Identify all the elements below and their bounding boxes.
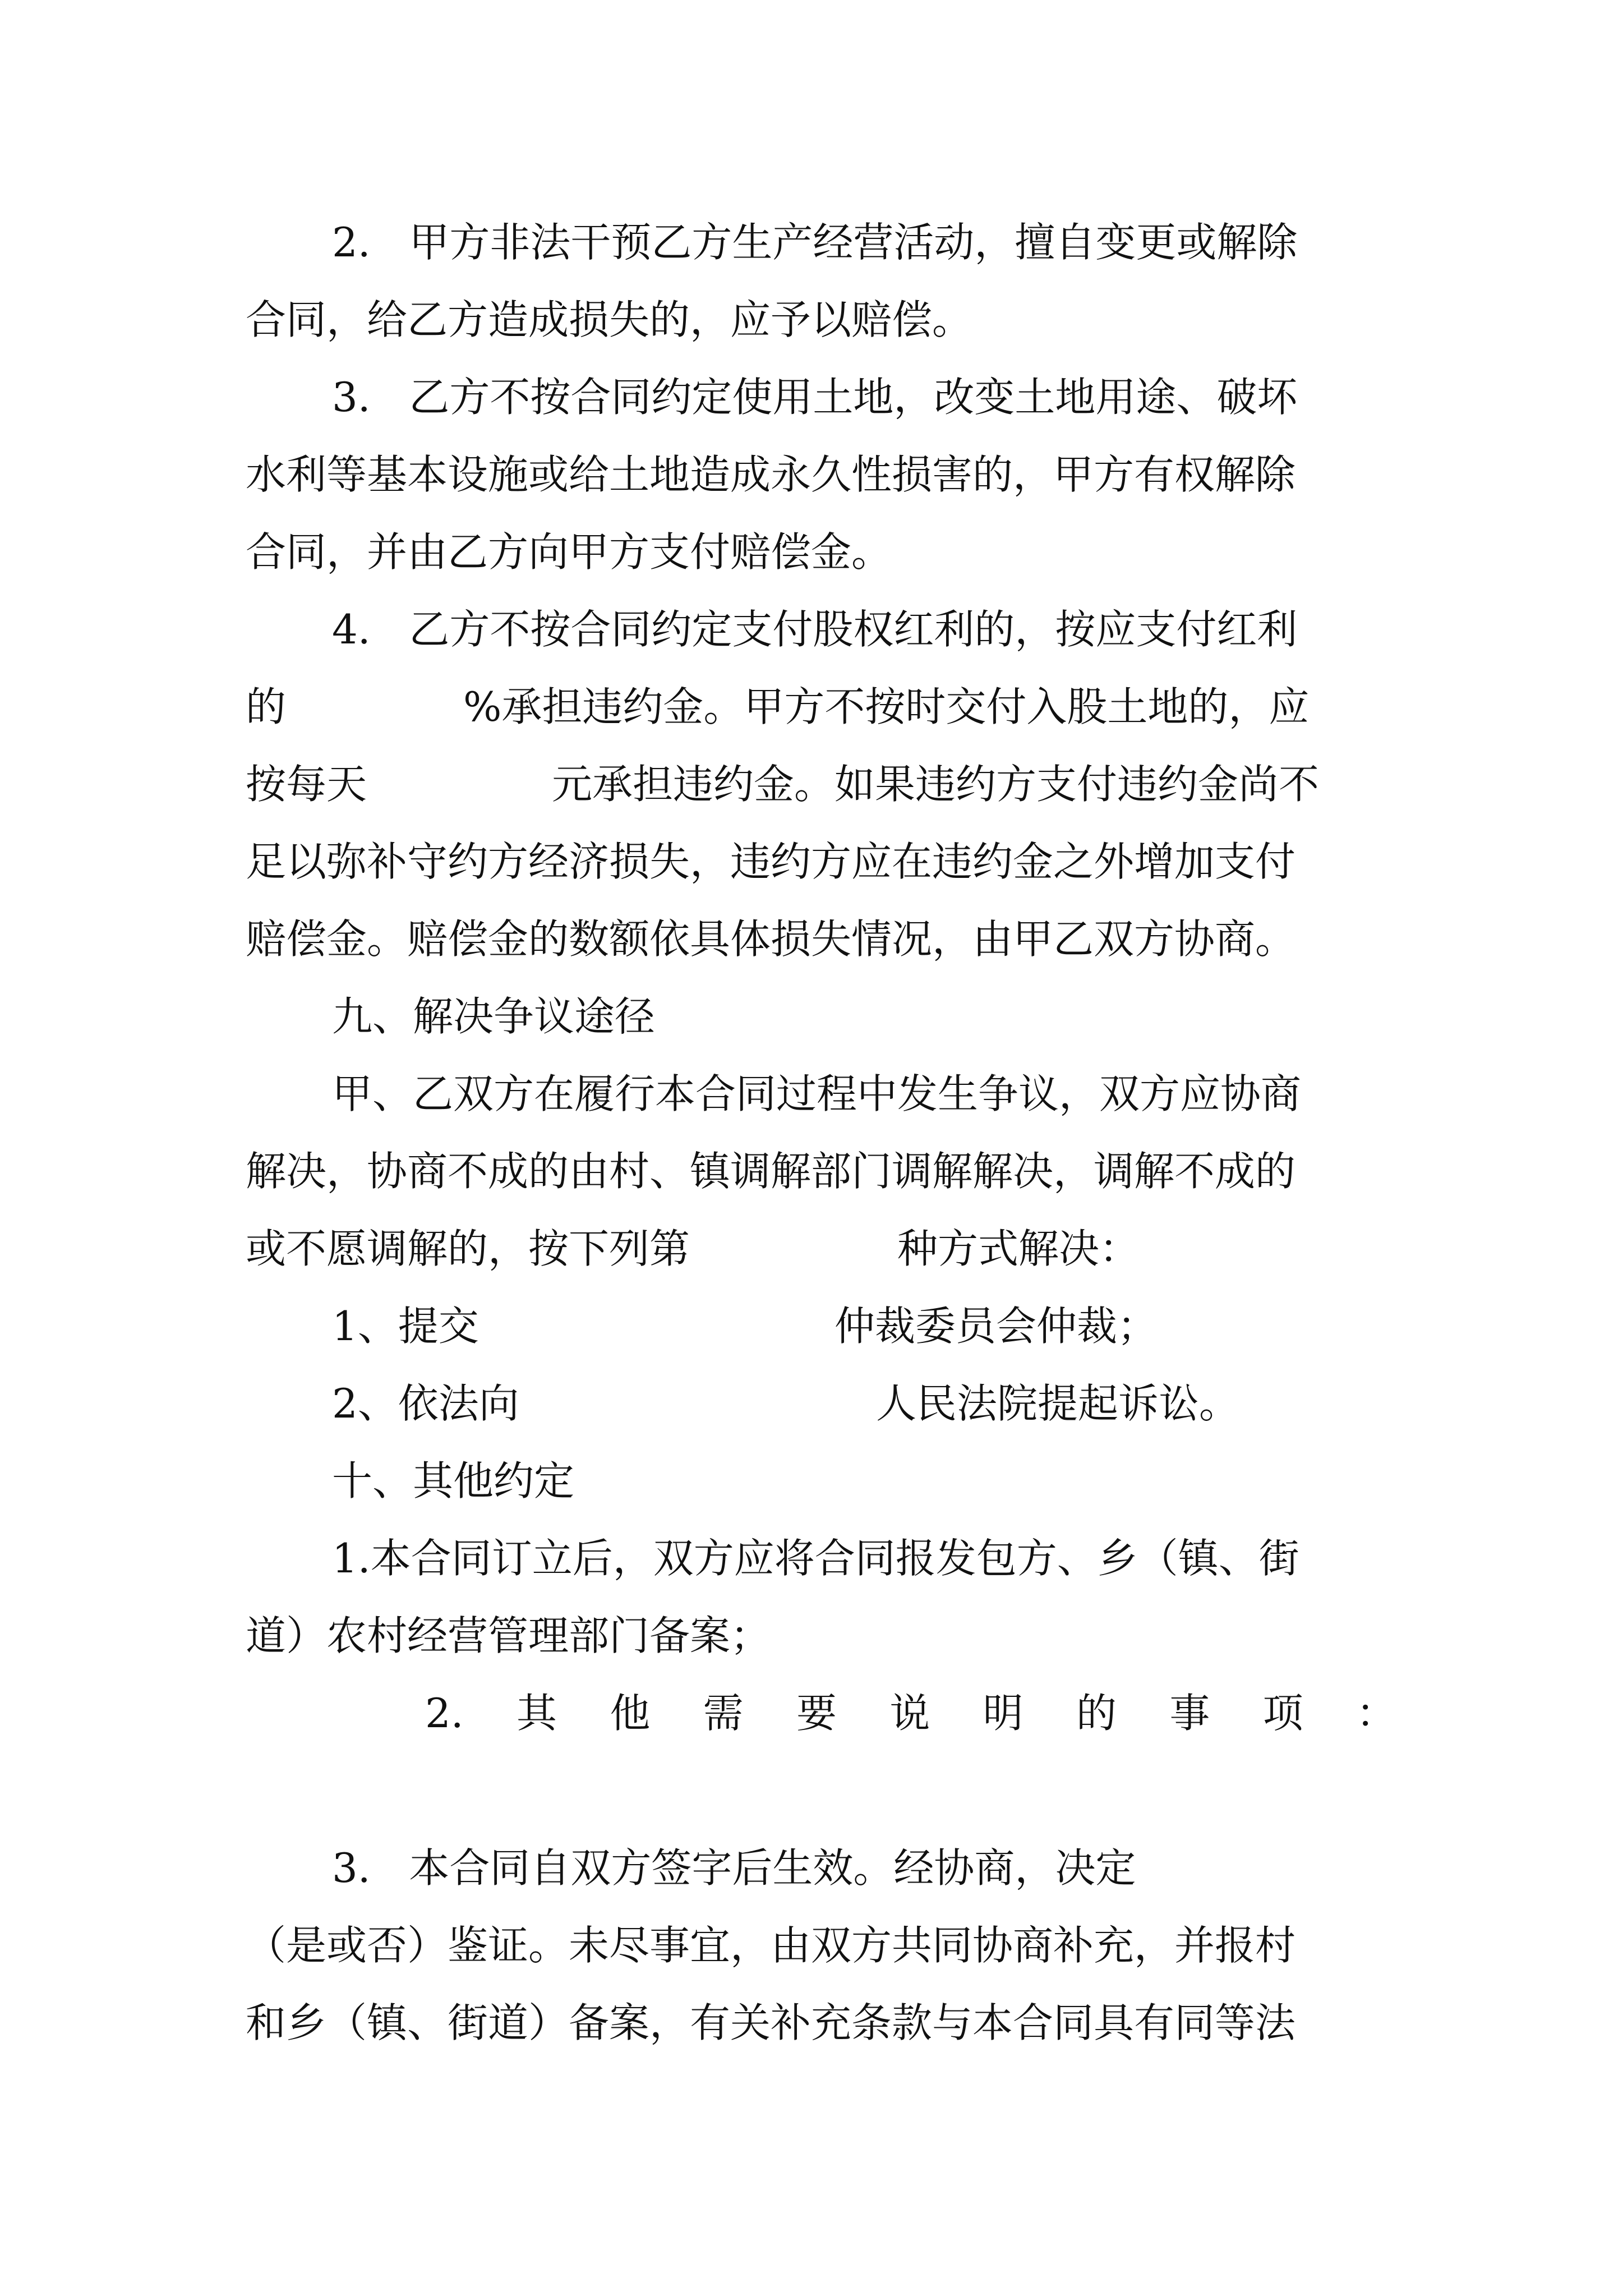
paragraph-line: 水利等基本设施或给土地造成永久性损害的，甲方有权解除: [246, 451, 1296, 498]
option-line: 1、提交: [332, 1303, 479, 1350]
option-line: 人民法院提起诉讼。: [876, 1380, 1240, 1427]
distributed-char: 要: [796, 1690, 837, 1737]
paragraph-line: （是或否）鉴证。未尽事宜，由双方共同协商补充，并报村: [246, 1922, 1296, 1969]
paragraph-line: 的: [246, 683, 287, 730]
paragraph-line: 合同，并由乙方向甲方支付赔偿金。: [246, 528, 892, 576]
section-heading: 十、其他约定: [332, 1457, 575, 1504]
paragraph-line: 4. 乙方不按合同约定支付股权红利的，按应支付红利: [332, 606, 1298, 653]
distributed-line: [425, 1690, 1396, 1737]
section-heading: 九、解决争议途径: [332, 993, 656, 1040]
paragraph-line: 元承担违约金。如果违约方支付违约金尚不: [552, 761, 1320, 808]
paragraph-line: 足以弥补守约方经济损失，违约方应在违约金之外增加支付: [246, 838, 1296, 885]
distributed-char: 事: [1169, 1690, 1210, 1737]
paragraph-line: 或不愿调解的，按下列第: [246, 1225, 690, 1272]
paragraph-line: 按每天: [246, 761, 367, 808]
paragraph-line: 道）农村经营管理部门备案；: [246, 1612, 771, 1659]
distributed-char: 其: [517, 1690, 557, 1737]
paragraph-line: 2. 甲方非法干预乙方生产经营活动，擅自变更或解除: [332, 219, 1298, 266]
paragraph-line: 1.本合同订立后，双方应将合同报发包方、乡（镇、街: [332, 1535, 1299, 1582]
distributed-char: ：: [1355, 1690, 1396, 1737]
distributed-char: 需: [703, 1690, 744, 1737]
distributed-char: 2.: [425, 1690, 464, 1737]
distributed-char: 明: [983, 1690, 1023, 1737]
paragraph-line: 3. 本合同自双方签字后生效。经协商，决定: [332, 1844, 1136, 1892]
paragraph-line: %承担违约金。甲方不按时交付入股土地的，应: [463, 683, 1310, 730]
paragraph-line: 赔偿金。赔偿金的数额依具体损失情况，由甲乙双方协商。: [246, 915, 1296, 963]
distributed-char: 项: [1262, 1690, 1303, 1737]
paragraph-line: 3. 乙方不按合同约定使用土地，改变土地用途、破坏: [332, 374, 1298, 421]
option-line: 2、依法向: [332, 1380, 519, 1427]
paragraph-line: 合同，给乙方造成损失的，应予以赔偿。: [246, 296, 973, 343]
paragraph-line: 和乡（镇、街道）备案，有关补充条款与本合同具有同等法: [246, 1999, 1296, 2046]
paragraph-line: 甲、乙双方在履行本合同过程中发生争议，双方应协商: [332, 1070, 1302, 1117]
distributed-char: 他: [610, 1690, 651, 1737]
paragraph-line: 种方式解决：: [897, 1225, 1140, 1272]
distributed-char: 的: [1076, 1690, 1117, 1737]
option-line: 仲裁委员会仲裁；: [834, 1303, 1158, 1350]
distributed-char: 说: [889, 1690, 930, 1737]
paragraph-line: 解决，协商不成的由村、镇调解部门调解解决，调解不成的: [246, 1148, 1296, 1195]
